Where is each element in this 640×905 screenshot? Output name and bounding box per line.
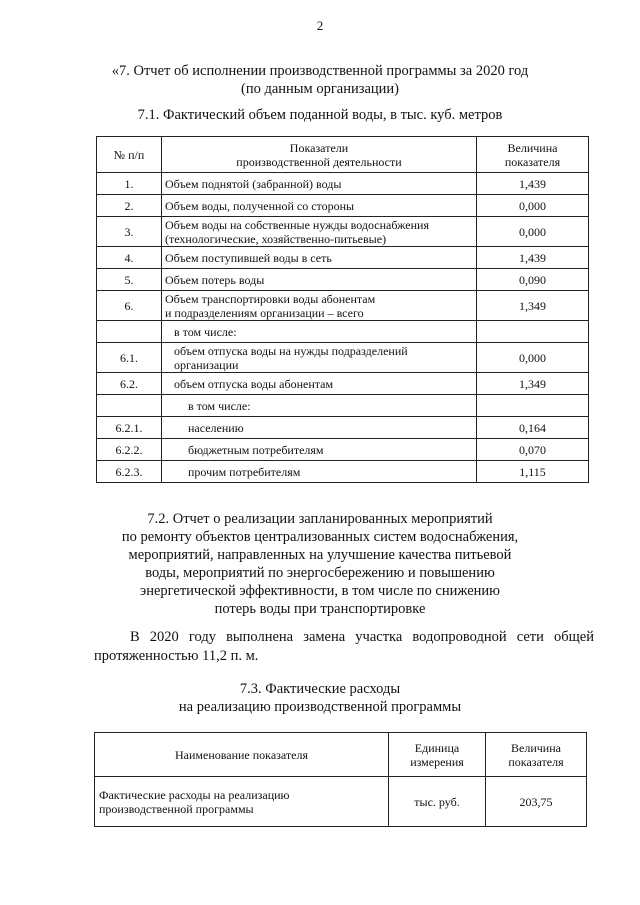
- section-7-2-title-line-3: мероприятий, направленных на улучшение качества питьевой: [128, 547, 512, 563]
- row-label-line1: Объем воды на собственные нужды водоснабжения: [165, 217, 429, 232]
- table-row: [97, 269, 589, 291]
- row-number: 3.: [97, 217, 162, 247]
- row-number: 4.: [97, 247, 162, 269]
- row-label-line2: (технологические, хозяйственно-питьевые): [165, 231, 387, 246]
- row-label-line2: и подразделениям организации – всего: [165, 305, 364, 320]
- row-label-line1: Объем воды, полученной со стороны: [165, 198, 355, 213]
- row-label: [162, 343, 477, 373]
- page-number: 2: [316, 18, 324, 33]
- row-label-line2: организации: [174, 357, 239, 372]
- row-label-line1: в том числе:: [174, 324, 237, 339]
- table-row: [97, 461, 589, 483]
- row-number: 1.: [97, 173, 162, 195]
- row-value: [477, 321, 589, 343]
- row-label: [162, 291, 477, 321]
- row-number: 6.1.: [97, 343, 162, 373]
- row-label-line1: Фактические расходы на реализацию: [99, 787, 290, 802]
- row-label: [162, 395, 477, 417]
- section-7-2-title-line-4: воды, мероприятий по энергосбережению и повышению: [145, 565, 495, 581]
- expenses-table: [94, 732, 587, 827]
- col-header-value-line1: Величина: [511, 740, 561, 755]
- col-header-unit-line1: Единица: [414, 740, 460, 755]
- row-label: [162, 173, 477, 195]
- row-label-line1: объем отпуска воды на нужды подразделений: [174, 343, 408, 358]
- row-number: 6.2.2.: [97, 439, 162, 461]
- row-number: 5.: [97, 269, 162, 291]
- table-row: [97, 373, 589, 395]
- row-label: [162, 217, 477, 247]
- col-header-value: [477, 137, 589, 173]
- row-label: [162, 269, 477, 291]
- row-label-line1: Объем потерь воды: [165, 272, 265, 287]
- row-value: 1,439: [477, 173, 589, 195]
- table-row: [97, 173, 589, 195]
- table-row: [97, 417, 589, 439]
- row-value: 0,000: [477, 195, 589, 217]
- col-header-value: [486, 733, 587, 777]
- row-number: 6.2.3.: [97, 461, 162, 483]
- col-header-name: [162, 137, 477, 173]
- col-header-name-line2: производственной деятельности: [236, 154, 402, 169]
- section-7-2-title-line-5: энергетической эффективности, в том числе по снижению: [139, 583, 501, 599]
- col-header-value-line2: показателя: [508, 754, 564, 769]
- row-label-line1: населению: [188, 420, 244, 435]
- heading-line-2: (по данным организации): [240, 81, 399, 97]
- table-row: [97, 247, 589, 269]
- row-number: 6.: [97, 291, 162, 321]
- section-7-1-title: 7.1. Фактический объем поданной воды, в тыс. куб. метров: [137, 107, 503, 123]
- table-row: [97, 395, 589, 417]
- row-value: [477, 395, 589, 417]
- row-value: 0,090: [477, 269, 589, 291]
- row-label-line1: в том числе:: [188, 398, 251, 413]
- col-header-name: Наименование показателя: [95, 733, 389, 777]
- row-label-line1: Объем поднятой (забранной) воды: [165, 176, 342, 191]
- row-label-line1: Объем транспортировки воды абонентам: [165, 291, 376, 306]
- col-header-unit-line2: измерения: [410, 754, 464, 769]
- row-value: 203,75: [486, 777, 587, 827]
- col-header-value-line2: показателя: [504, 154, 561, 169]
- row-label-line2: производственной программы: [99, 801, 254, 816]
- row-value: 1,349: [477, 373, 589, 395]
- row-number: 2.: [97, 195, 162, 217]
- row-label-line1: объем отпуска воды абонентам: [174, 376, 334, 391]
- row-label: [162, 373, 477, 395]
- row-label: [162, 439, 477, 461]
- table-row: [97, 217, 589, 247]
- row-label: [162, 247, 477, 269]
- section-7-2-title-line-6: потерь воды при транспортировке: [214, 601, 426, 617]
- table-row: [97, 439, 589, 461]
- col-header-num: № п/п: [97, 137, 162, 173]
- row-value: 1,349: [477, 291, 589, 321]
- row-label: [162, 321, 477, 343]
- row-number: 6.2.1.: [97, 417, 162, 439]
- row-label-line1: прочим потребителям: [188, 464, 301, 479]
- row-unit: тыс. руб.: [389, 777, 486, 827]
- row-label: [95, 777, 389, 827]
- col-header-name-line1: Показатели: [289, 140, 349, 155]
- heading-line-1: «7. Отчет об исполнении производственной программы за 2020 год: [111, 63, 529, 79]
- row-value: 1,439: [477, 247, 589, 269]
- section-7-3-title-line-1: 7.3. Фактические расходы: [239, 681, 401, 697]
- section-7-2-title-line-2: по ремонту объектов централизованных систем водоснабжения,: [121, 529, 519, 545]
- water-volume-table: [96, 136, 589, 483]
- row-value: 0,000: [477, 217, 589, 247]
- section-7-3-title-line-2: на реализацию производственной программы: [178, 699, 462, 715]
- row-number: [97, 395, 162, 417]
- section-7-2-paragraph: В 2020 году выполнена замена участка водопроводной сети общей протяженностью 11,2 п. м.: [94, 629, 594, 664]
- row-label-line1: Объем поступившей воды в сеть: [165, 250, 332, 265]
- table-row: [97, 195, 589, 217]
- row-number: 6.2.: [97, 373, 162, 395]
- row-label: [162, 417, 477, 439]
- table-row: [97, 291, 589, 321]
- row-label: [162, 195, 477, 217]
- table-header-row: [95, 733, 587, 777]
- row-value: 0,070: [477, 439, 589, 461]
- table-row: [97, 343, 589, 373]
- row-value: 1,115: [477, 461, 589, 483]
- section-7-2-title-line-1: 7.2. Отчет о реализации запланированных мероприятий: [147, 511, 493, 527]
- row-value: 0,000: [477, 343, 589, 373]
- row-number: [97, 321, 162, 343]
- row-label: [162, 461, 477, 483]
- col-header-unit: [389, 733, 486, 777]
- row-value: 0,164: [477, 417, 589, 439]
- col-header-value-line1: Величина: [507, 140, 558, 155]
- row-label-line1: бюджетным потребителям: [188, 442, 324, 457]
- table-row: [95, 777, 587, 827]
- table-row: [97, 321, 589, 343]
- table-header-row: [97, 137, 589, 173]
